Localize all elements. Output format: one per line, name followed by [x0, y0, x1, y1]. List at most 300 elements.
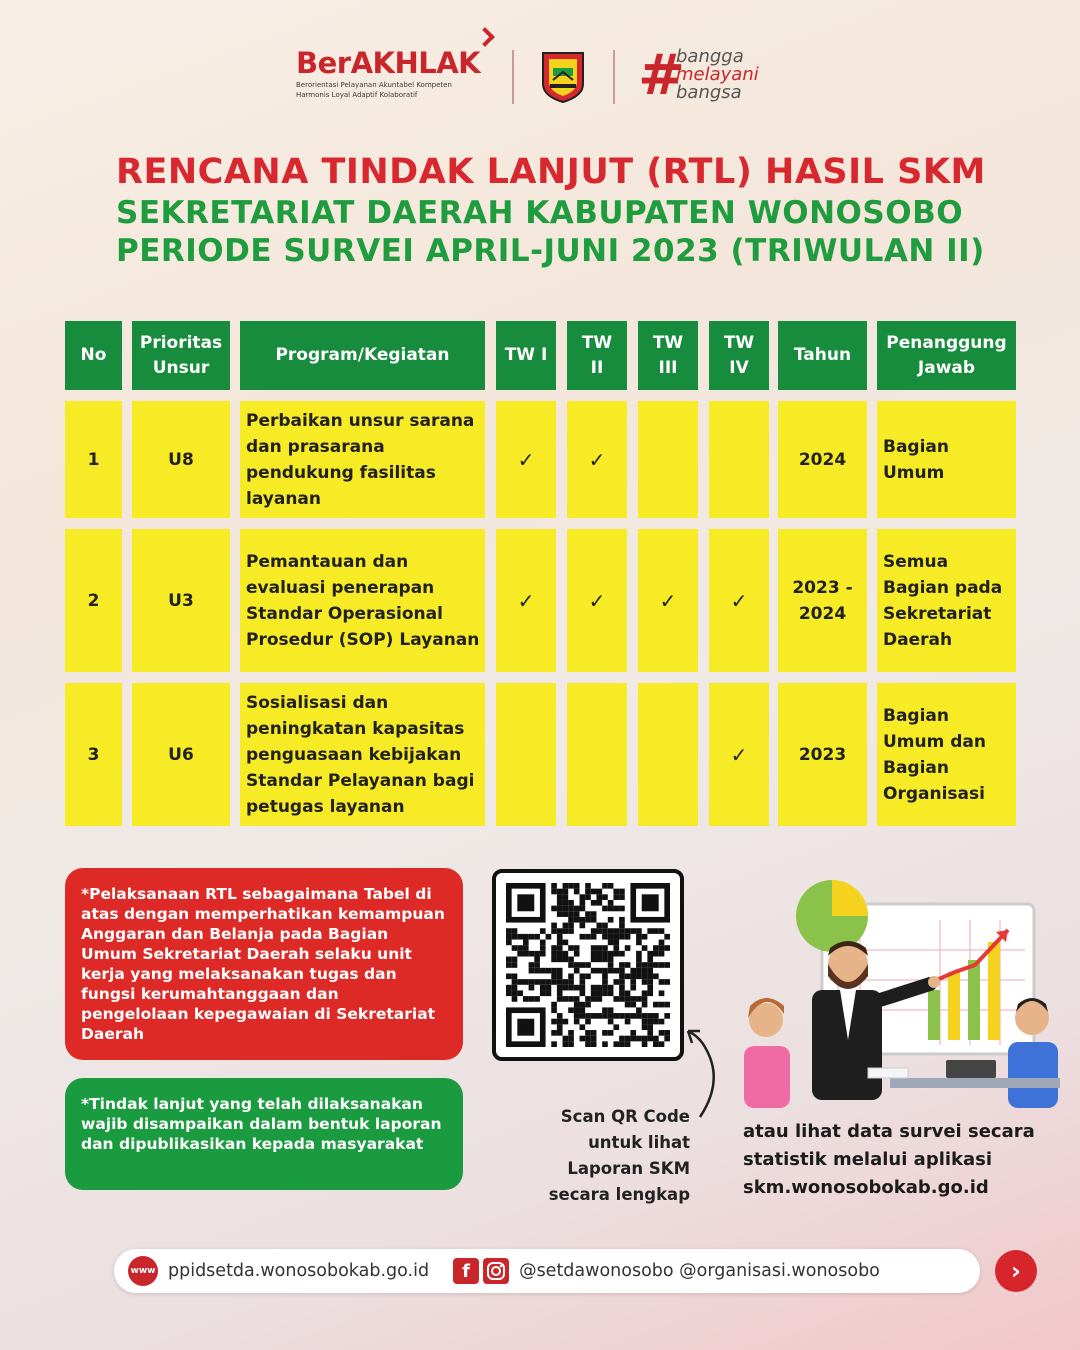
qr-module — [664, 934, 670, 940]
qr-module — [506, 990, 512, 996]
qr-module — [585, 1041, 591, 1047]
qr-module — [642, 934, 648, 940]
divider — [512, 50, 514, 104]
qr-module — [580, 985, 586, 991]
qr-module — [557, 951, 563, 957]
qr-module — [630, 1036, 636, 1042]
qr-module — [636, 962, 642, 968]
qr-module — [529, 934, 535, 940]
qr-module — [642, 979, 648, 985]
row2-unsur: U3 — [132, 529, 230, 672]
qr-module — [625, 1013, 631, 1019]
qr-module — [568, 1041, 574, 1047]
qr-module — [557, 934, 563, 940]
qr-module — [568, 985, 574, 991]
qr-module — [512, 996, 518, 1002]
publication-note: *Tindak lanjut yang telah dilaksanakan wajib disampaikan dalam bentuk laporan dan dipublikasikan kepada masyarakat — [65, 1078, 463, 1190]
qr-module — [551, 968, 557, 974]
qr-module — [580, 906, 586, 912]
qr-module — [625, 962, 631, 968]
qr-module — [619, 962, 625, 968]
berakhlak-logo — [296, 46, 496, 100]
qr-module — [557, 996, 563, 1002]
facebook-icon[interactable]: f — [453, 1258, 479, 1284]
row1-tw2: ✓ — [567, 401, 627, 518]
qr-module — [636, 957, 642, 963]
qr-module — [636, 940, 642, 946]
qr-module — [625, 945, 631, 951]
qr-module — [608, 928, 614, 934]
qr-module — [563, 894, 569, 900]
qr-module — [630, 968, 636, 974]
qr-module — [563, 883, 569, 889]
qr-module — [568, 945, 574, 951]
qr-module — [512, 979, 518, 985]
qr-module — [591, 900, 597, 906]
qr-module — [596, 894, 602, 900]
qr-module — [636, 996, 642, 1002]
qr-module — [546, 934, 552, 940]
qr-module — [563, 957, 569, 963]
qr-module — [659, 962, 665, 968]
qr-module — [574, 951, 580, 957]
qr-module — [512, 957, 518, 963]
row1-tw3 — [638, 401, 698, 518]
qr-module — [647, 1019, 653, 1025]
qr-module — [557, 957, 563, 963]
qr-module — [642, 1002, 648, 1008]
qr-module — [557, 911, 563, 917]
qr-module — [591, 934, 597, 940]
qr-module — [659, 990, 665, 996]
footer-bar — [114, 1249, 980, 1293]
row2-tw3: ✓ — [638, 529, 698, 672]
header-label: TW III — [652, 332, 684, 378]
qr-module — [574, 1013, 580, 1019]
qr-module — [557, 973, 563, 979]
qr-module — [625, 1036, 631, 1042]
qr-module — [506, 928, 512, 934]
qr-module — [636, 928, 642, 934]
qr-module — [642, 968, 648, 974]
qr-module — [557, 889, 563, 895]
qr-module — [591, 990, 597, 996]
qr-module — [568, 1007, 574, 1013]
qr-module — [551, 979, 557, 985]
qr-module — [636, 968, 642, 974]
qr-module — [568, 996, 574, 1002]
qr-module — [659, 945, 665, 951]
hashtag-word-2: melayani — [676, 64, 759, 85]
qr-module — [585, 1030, 591, 1036]
qr-module — [563, 1036, 569, 1042]
qr-module — [546, 990, 552, 996]
qr-module — [625, 1002, 631, 1008]
qr-module — [585, 894, 591, 900]
qr-module — [534, 996, 540, 1002]
app-note — [743, 1118, 1053, 1202]
qr-module — [647, 1030, 653, 1036]
qr-module — [647, 1036, 653, 1042]
qr-module — [534, 968, 540, 974]
qr-module — [619, 934, 625, 940]
qr-module — [647, 979, 653, 985]
qr-module — [602, 934, 608, 940]
qr-module — [568, 883, 574, 889]
qr-module — [625, 1041, 631, 1047]
qr-module — [574, 996, 580, 1002]
row1-no: 1 — [65, 401, 122, 518]
qr-module — [557, 940, 563, 946]
qr-module — [664, 962, 670, 968]
qr-module — [608, 934, 614, 940]
app-note-line: atau lihat data survei secara — [743, 1121, 1035, 1142]
qr-module — [608, 962, 614, 968]
qr-module — [619, 1013, 625, 1019]
qr-module — [619, 985, 625, 991]
row3-tw4: ✓ — [709, 683, 769, 826]
social-handles[interactable]: @setdawonosobo @organisasi.wonosobo — [519, 1261, 880, 1281]
qr-module — [625, 1019, 631, 1025]
globe-icon: www — [128, 1256, 158, 1286]
qr-module — [653, 1019, 659, 1025]
qr-module — [551, 973, 557, 979]
qr-module — [506, 940, 512, 946]
row3-tahun: 2023 — [778, 683, 867, 826]
qr-module — [574, 962, 580, 968]
qr-module — [591, 911, 597, 917]
qr-module — [551, 951, 557, 957]
qr-module — [557, 894, 563, 900]
row3-tw2 — [567, 683, 627, 826]
qr-module — [568, 906, 574, 912]
row3-unsur: U6 — [132, 683, 230, 826]
qr-module — [517, 945, 523, 951]
qr-module — [602, 894, 608, 900]
qr-module — [529, 985, 535, 991]
qr-module — [636, 973, 642, 979]
qr-module — [619, 996, 625, 1002]
row3-pj: Bagian Umum dan Bagian Organisasi — [877, 683, 1016, 826]
qr-module — [613, 889, 619, 895]
qr-module — [568, 928, 574, 934]
qr-module — [659, 928, 665, 934]
qr-module — [529, 951, 535, 957]
qr-module — [642, 962, 648, 968]
qr-module — [585, 996, 591, 1002]
qr-module — [608, 1007, 614, 1013]
qr-module — [608, 1019, 614, 1025]
qr-module — [602, 1030, 608, 1036]
qr-module — [563, 979, 569, 985]
qr-module — [664, 1036, 670, 1042]
qr-module — [540, 945, 546, 951]
qr-module — [613, 906, 619, 912]
qr-module — [563, 951, 569, 957]
row3-tw3 — [638, 683, 698, 826]
qr-module — [534, 951, 540, 957]
qr-module — [602, 973, 608, 979]
qr-module — [557, 1019, 563, 1025]
qr-module — [647, 928, 653, 934]
qr-module — [608, 990, 614, 996]
qr-module — [591, 996, 597, 1002]
qr-module — [613, 968, 619, 974]
qr-module — [630, 1002, 636, 1008]
qr-module — [619, 973, 625, 979]
qr-module — [596, 996, 602, 1002]
qr-module — [568, 1030, 574, 1036]
qr-caption — [520, 1104, 690, 1208]
qr-module — [563, 900, 569, 906]
qr-finder — [517, 894, 534, 911]
qr-module — [608, 940, 614, 946]
qr-module — [568, 962, 574, 968]
qr-module — [512, 985, 518, 991]
qr-module — [619, 1041, 625, 1047]
qr-module — [580, 1007, 586, 1013]
qr-module — [546, 979, 552, 985]
qr-module — [557, 928, 563, 934]
qr-module — [551, 923, 557, 929]
qr-module — [568, 957, 574, 963]
qr-module — [596, 990, 602, 996]
qr-module — [613, 894, 619, 900]
qr-module — [619, 894, 625, 900]
subtitle-line-2: PERIODE SURVEI APRIL-JUNI 2023 (TRIWULAN II) — [116, 233, 985, 269]
qr-module — [613, 934, 619, 940]
qr-module — [613, 996, 619, 1002]
qr-module — [653, 928, 659, 934]
qr-module — [585, 934, 591, 940]
qr-module — [534, 957, 540, 963]
qr-module — [591, 951, 597, 957]
qr-module — [659, 979, 665, 985]
qr-module — [523, 951, 529, 957]
qr-module — [585, 917, 591, 923]
qr-module — [619, 923, 625, 929]
qr-module — [534, 962, 540, 968]
berakhlak-tagline-2: Harmonis Loyal Adaptif Kolaboratif — [296, 91, 418, 99]
app-note-line: statistik melalui aplikasi — [743, 1149, 993, 1170]
qr-module — [619, 917, 625, 923]
hashtag-icon: # — [638, 43, 685, 108]
qr-module — [557, 1024, 563, 1030]
qr-module — [608, 1030, 614, 1036]
qr-module — [551, 1002, 557, 1008]
qr-module — [551, 1041, 557, 1047]
qr-module — [574, 889, 580, 895]
qr-module — [574, 1007, 580, 1013]
row2-program: Pemantauan dan evaluasi penerapan Standar Operasional Prosedur (SOP) Layanan — [240, 529, 485, 672]
qr-module — [636, 1036, 642, 1042]
qr-module — [517, 990, 523, 996]
qr-module — [557, 906, 563, 912]
qr-module — [608, 1013, 614, 1019]
next-button[interactable]: › — [995, 1250, 1037, 1292]
qr-module — [557, 1030, 563, 1036]
row1-tahun: 2024 — [778, 401, 867, 518]
qr-module — [647, 951, 653, 957]
qr-module — [540, 940, 546, 946]
qr-module — [647, 957, 653, 963]
qr-module — [653, 951, 659, 957]
qr-module — [591, 889, 597, 895]
qr-module — [602, 957, 608, 963]
row1-unsur: U8 — [132, 401, 230, 518]
qr-module — [636, 1013, 642, 1019]
qr-module — [591, 957, 597, 963]
qr-module — [636, 1007, 642, 1013]
header-program: Program/Kegiatan — [240, 321, 485, 390]
qr-module — [653, 1036, 659, 1042]
qr-module — [512, 990, 518, 996]
qr-module — [647, 990, 653, 996]
qr-module — [512, 934, 518, 940]
qr-module — [551, 1030, 557, 1036]
qr-module — [557, 990, 563, 996]
qr-module — [642, 1013, 648, 1019]
qr-module — [580, 990, 586, 996]
qr-module — [580, 900, 586, 906]
qr-module — [659, 1030, 665, 1036]
qr-module — [591, 1013, 597, 1019]
qr-module — [608, 900, 614, 906]
qr-module — [608, 985, 614, 991]
qr-module — [602, 1041, 608, 1047]
qr-module — [613, 951, 619, 957]
qr-module — [642, 1019, 648, 1025]
qr-module — [608, 951, 614, 957]
qr-module — [534, 979, 540, 985]
qr-module — [557, 945, 563, 951]
qr-module — [591, 968, 597, 974]
qr-module — [602, 951, 608, 957]
row2-tw4: ✓ — [709, 529, 769, 672]
qr-module — [580, 923, 586, 929]
qr-module — [517, 934, 523, 940]
qr-module — [557, 968, 563, 974]
qr-module — [664, 1013, 670, 1019]
qr-module — [585, 1019, 591, 1025]
qr-code[interactable] — [492, 869, 684, 1061]
qr-module — [591, 985, 597, 991]
qr-module — [529, 996, 535, 1002]
berakhlak-tagline-1: Berorientasi Pelayanan Akuntabel Kompeten — [296, 81, 452, 89]
qr-module — [574, 883, 580, 889]
page-title: RENCANA TINDAK LANJUT (RTL) HASIL SKM — [116, 152, 986, 192]
qr-module — [613, 1024, 619, 1030]
qr-module — [568, 1036, 574, 1042]
qr-module — [613, 1013, 619, 1019]
header-label: TW IV — [723, 332, 755, 378]
qr-module — [591, 1030, 597, 1036]
qr-module — [625, 996, 631, 1002]
qr-module — [596, 923, 602, 929]
chevron-icon — [475, 27, 495, 47]
qr-module — [523, 934, 529, 940]
qr-module — [551, 957, 557, 963]
qr-module — [642, 1036, 648, 1042]
qr-module — [580, 1024, 586, 1030]
qr-module — [659, 951, 665, 957]
qr-module — [506, 985, 512, 991]
qr-module — [608, 957, 614, 963]
qr-module — [585, 962, 591, 968]
qr-module — [642, 990, 648, 996]
header-label: Penanggung Jawab — [886, 332, 1007, 378]
qr-module — [625, 990, 631, 996]
row2-tw1: ✓ — [496, 529, 556, 672]
qr-module — [568, 911, 574, 917]
qr-module — [602, 883, 608, 889]
website-link[interactable]: ppidsetda.wonosobokab.go.id — [168, 1261, 430, 1281]
row1-tw1: ✓ — [496, 401, 556, 518]
qr-module — [551, 883, 557, 889]
app-url[interactable]: skm.wonosobokab.go.id — [743, 1177, 989, 1198]
qr-module — [653, 973, 659, 979]
qr-module — [563, 928, 569, 934]
qr-module — [659, 1041, 665, 1047]
qr-module — [551, 1019, 557, 1025]
qr-module — [563, 1019, 569, 1025]
row2-tw2: ✓ — [567, 529, 627, 672]
qr-module — [602, 990, 608, 996]
instagram-icon[interactable] — [483, 1258, 509, 1284]
berakhlak-wordmark: BerAKHLAK — [296, 46, 481, 80]
qr-module — [563, 911, 569, 917]
qr-module — [664, 1002, 670, 1008]
qr-module — [512, 973, 518, 979]
qr-module — [506, 957, 512, 963]
qr-module — [664, 979, 670, 985]
qr-module — [523, 945, 529, 951]
qr-module — [608, 883, 614, 889]
hashtag-word-3: bangsa — [676, 82, 742, 103]
qr-module — [636, 951, 642, 957]
qr-module — [585, 889, 591, 895]
qr-module — [540, 985, 546, 991]
qr-module — [557, 985, 563, 991]
qr-module — [619, 979, 625, 985]
qr-module — [517, 951, 523, 957]
qr-module — [574, 911, 580, 917]
qr-module — [613, 945, 619, 951]
qr-module — [625, 934, 631, 940]
row2-pj: Semua Bagian pada Sekretariat Daerah — [877, 529, 1016, 672]
row1-tw4 — [709, 401, 769, 518]
qr-module — [602, 1013, 608, 1019]
qr-module — [557, 1013, 563, 1019]
row3-tw1 — [496, 683, 556, 826]
qr-module — [625, 973, 631, 979]
qr-module — [642, 973, 648, 979]
qr-module — [653, 1013, 659, 1019]
qr-module — [613, 940, 619, 946]
qr-module — [557, 979, 563, 985]
qr-module — [630, 996, 636, 1002]
row2-tahun-text: 2023 - 2024 — [792, 577, 853, 624]
qr-module — [619, 1036, 625, 1042]
page-subtitle — [116, 194, 985, 270]
qr-module — [580, 962, 586, 968]
qr-module — [630, 979, 636, 985]
qr-module — [563, 906, 569, 912]
header-no: No — [65, 321, 122, 390]
qr-pattern — [506, 883, 670, 1047]
header-label: Prioritas Unsur — [139, 332, 223, 378]
qr-module — [602, 1007, 608, 1013]
